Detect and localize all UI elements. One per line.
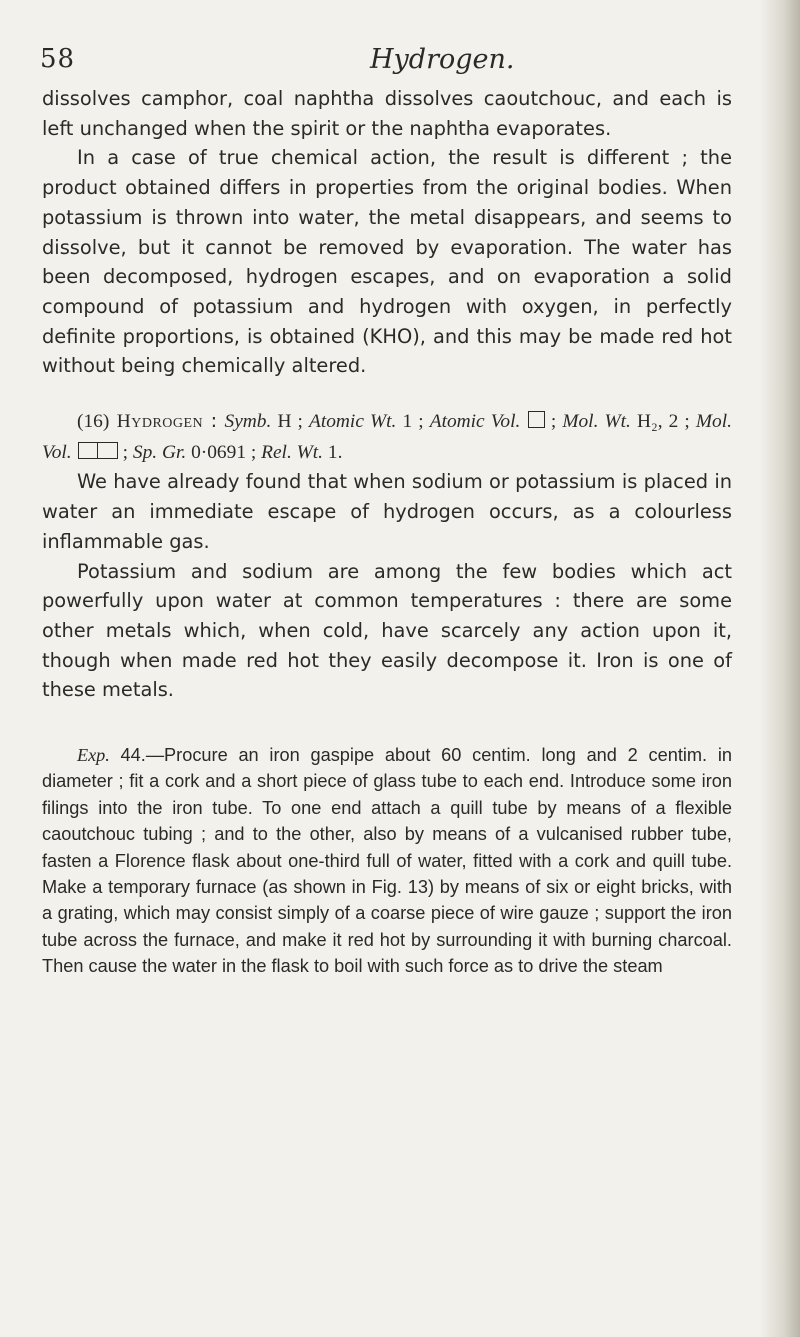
molecular-weight-label: Mol. Wt.: [562, 411, 631, 433]
hydrogen-heading: [42, 406, 732, 467]
page-number: 58: [40, 44, 76, 74]
atomic-weight-value: 1 ;: [396, 411, 430, 433]
specific-gravity-label: Sp. Gr.: [132, 441, 187, 463]
separator: ;: [117, 441, 133, 463]
separator: ;: [544, 411, 563, 433]
colon: :: [203, 409, 225, 433]
relative-weight-label: Rel. Wt.: [261, 441, 324, 463]
symbol-label: Symb.: [224, 411, 272, 433]
section-number: (16): [77, 411, 110, 433]
experiment-label: Exp.: [77, 745, 110, 765]
running-title: Hydrogen.: [370, 44, 515, 75]
paragraph-continued: dissolves camphor, coal naphtha dissolves caoutchouc, and each is left unchanged when the spirit or the naphtha evaporates.: [42, 87, 732, 140]
molecular-weight-value: H₂, 2 ;: [630, 411, 696, 433]
experiment-text: 44.—Procure an iron gaspipe about 60 centim. long and 2 centim. in diameter ; fit a cork and a short piece of glass tube to each end. Introduce some iron filings into the iron tube. To one end attach a quill tube by means of a flexible caoutchouc tubing ; and to the other, also by means of a vulcanised rubber tube, fasten a Florence flask about one-third full of water, fitted with a cork and quill tube. Make a temporary furnace (as shown in Fig. 13) by means of six or eight bricks, with a grating, which may consist simply of a coarse piece of wire gauze ; support the iron tube across the furnace, and make it red hot by surrounding it with burning charcoal. Then cause the water in the flask to boil with such force as to drive the steam: [42, 745, 732, 977]
paragraph-sodium-potassium: We have already found that when sodium or potassium is placed in water an immediate escape of hydrogen occurs, as a colourless inflammable gas.: [42, 470, 732, 553]
paragraph-chemical-action: In a case of true chemical action, the result is different ; the product obtained differs in properties from the original bodies. When potassium is thrown into water, the metal disappears, and seems to dissolve, but it cannot be removed by evaporation. The water has been decomposed, hydrogen escapes, and on evaporation a solid compound of potassium and hydrogen with oxygen, in perfectly definite proportions, is obtained (KHO), and this may be made red hot without being chemically altered.: [42, 146, 732, 378]
atomic-volume-square-symbol: [528, 411, 545, 428]
page-edge-shadow: [760, 0, 800, 1337]
body-text: [42, 84, 732, 705]
atomic-volume-label: Atomic Vol.: [429, 411, 521, 433]
molecular-volume-label: Mol. Vol.: [42, 411, 732, 463]
molecular-volume-double-square-symbol: [78, 442, 118, 459]
element-name: Hydrogen: [116, 411, 204, 433]
page-header: [40, 44, 730, 84]
atomic-weight-label: Atomic Wt.: [309, 411, 397, 433]
specific-gravity-value: 0·0691 ;: [186, 441, 262, 463]
relative-weight-value: 1.: [323, 441, 343, 463]
experiment-44: [42, 742, 732, 980]
paragraph-iron: Potassium and sodium are among the few bodies which act powerfully upon water at common temperatures : there are some other metals which, when cold, have scarcely any action upon it, though when made red hot they easily decompose it. Iron is one of these metals.: [42, 559, 732, 702]
symbol-value: H ;: [271, 411, 309, 433]
